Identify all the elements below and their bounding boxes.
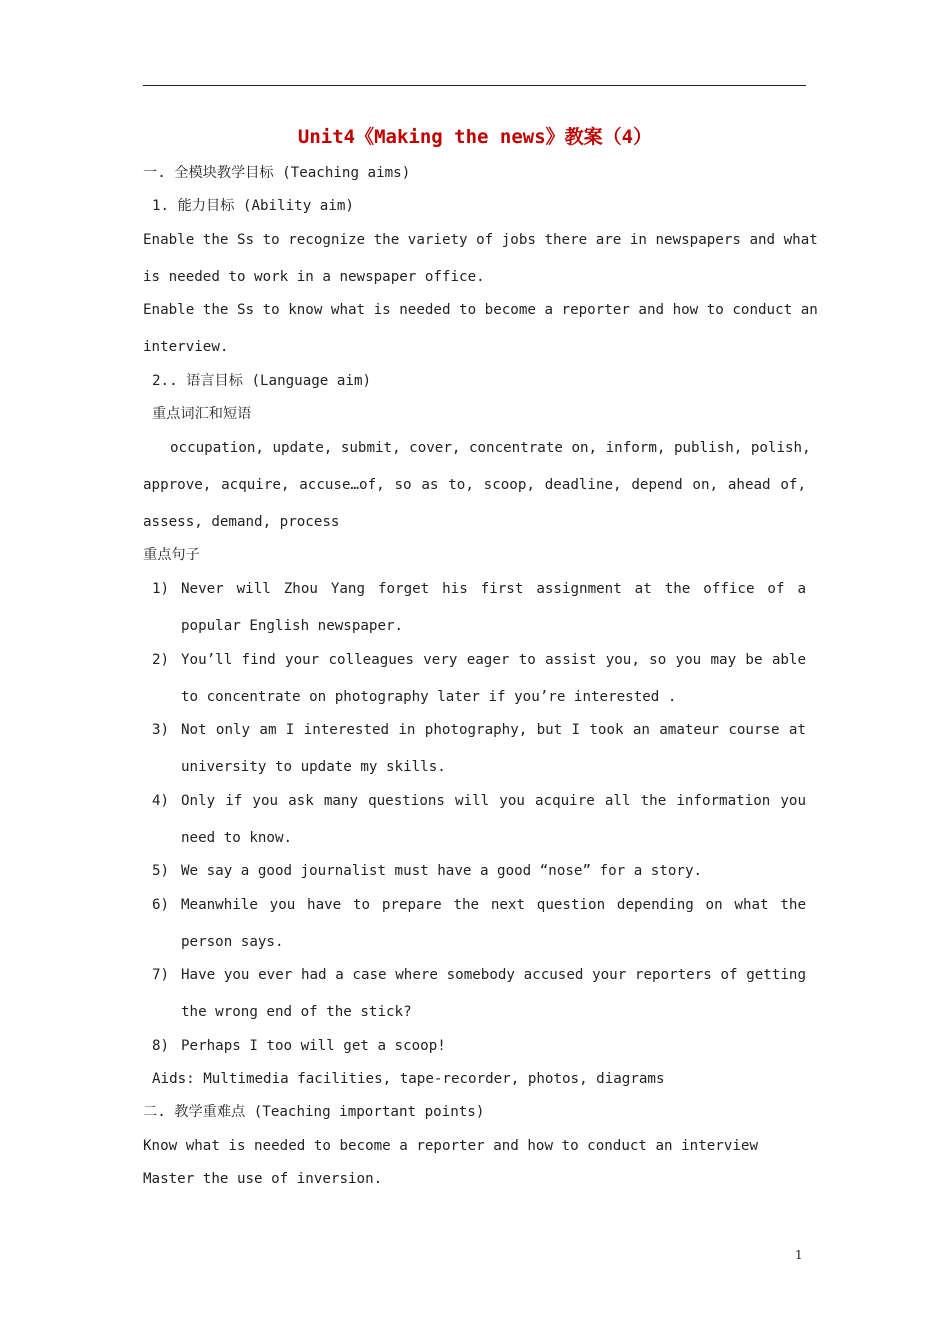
sentence-line: Have you ever had a case where somebody accused your reporters of getting xyxy=(181,967,806,983)
section-2-line-1: Know what is needed to become a reporter and how to conduct an interview xyxy=(143,1138,758,1154)
ability-aim-paragraph-2-line-2: interview. xyxy=(143,339,229,355)
sentence-number: 2) xyxy=(152,652,170,668)
sentence-number: 5) xyxy=(152,863,170,879)
vocabulary-line-3: assess, demand, process xyxy=(143,514,340,530)
sentence-line: We say a good journalist must have a good “nose” for a story. xyxy=(181,863,703,879)
vocabulary-heading: 重点词汇和短语 xyxy=(152,406,252,422)
section-2-line-2: Master the use of inversion. xyxy=(143,1171,383,1187)
teaching-aids: Aids: Multimedia facilities, tape-recorder, photos, diagrams xyxy=(152,1071,665,1087)
sentence-line: Only if you ask many questions will you acquire all the information you xyxy=(181,793,806,809)
sentence-number: 8) xyxy=(152,1038,170,1054)
page-number: 1 xyxy=(795,1248,803,1262)
vocabulary-line-2: approve, acquire, accuse…of, so as to, scoop, deadline, depend on, ahead of, xyxy=(143,477,806,493)
sentence-line: You’ll find your colleagues very eager to assist you, so you may be able xyxy=(181,652,806,668)
key-sentences-heading: 重点句子 xyxy=(143,547,200,563)
sentence-line: the wrong end of the stick? xyxy=(181,1004,412,1020)
page-title: Unit4《Making the news》教案（4） xyxy=(297,126,653,148)
sentence-number: 4) xyxy=(152,793,170,809)
sentence-line: Meanwhile you have to prepare the next question depending on what the xyxy=(181,897,806,913)
sentence-number: 7) xyxy=(152,967,170,983)
sentence-number: 1) xyxy=(152,581,170,597)
sentence-line: popular English newspaper. xyxy=(181,618,404,634)
sentence-line: Not only am I interested in photography, but I took an amateur course at xyxy=(181,722,806,738)
sentence-line: person says. xyxy=(181,934,284,950)
header-rule xyxy=(143,85,806,86)
ability-aim-paragraph-1-line-1: Enable the Ss to recognize the variety of jobs there are in newspapers and what xyxy=(143,232,818,248)
ability-aim-paragraph-2-line-1: Enable the Ss to know what is needed to become a reporter and how to conduct an xyxy=(143,302,818,318)
sentence-line: Never will Zhou Yang forget his first assignment at the office of a xyxy=(181,581,806,597)
sentence-number: 3) xyxy=(152,722,170,738)
sentence-line: university to update my skills. xyxy=(181,759,446,775)
sentence-line: need to know. xyxy=(181,830,293,846)
language-aim-heading: 2.. 语言目标 (Language aim) xyxy=(152,373,372,389)
vocabulary-line-1: occupation, update, submit, cover, concentrate on, inform, publish, polish, xyxy=(170,440,811,456)
ability-aim-paragraph-1-line-2: is needed to work in a newspaper office. xyxy=(143,269,485,285)
section-2-heading: 二. 教学重难点 (Teaching important points) xyxy=(143,1104,485,1120)
ability-aim-heading: 1. 能力目标 (Ability aim) xyxy=(152,198,354,214)
section-1-heading: 一. 全模块教学目标 (Teaching aims) xyxy=(143,165,411,181)
sentence-number: 6) xyxy=(152,897,170,913)
sentence-line: Perhaps I too will get a scoop! xyxy=(181,1038,446,1054)
sentence-line: to concentrate on photography later if you’re interested . xyxy=(181,689,677,705)
